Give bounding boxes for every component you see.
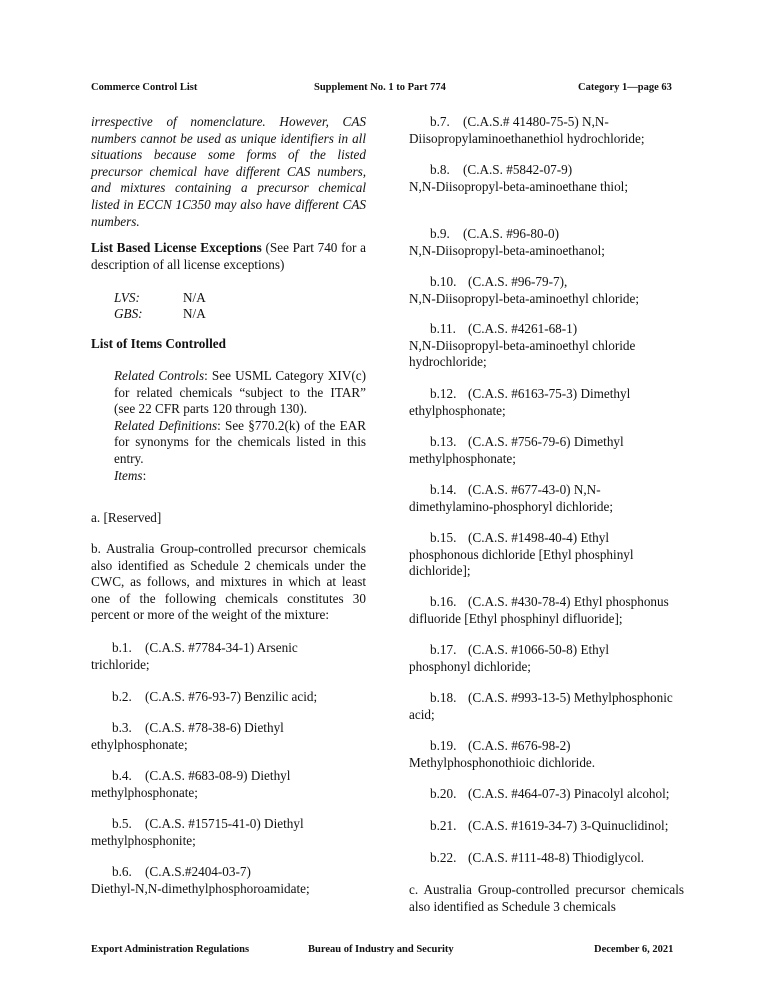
item-b12 xyxy=(409,386,684,419)
item-b14 xyxy=(409,482,684,515)
gbs-row xyxy=(114,306,389,323)
header-center: Supplement No. 1 to Part 774 xyxy=(314,82,446,93)
item-text-cont: N,N-Diisopropyl-beta-aminoethyl chloride xyxy=(409,337,636,353)
item-number: b.1. xyxy=(112,640,132,655)
item-b19 xyxy=(409,738,684,771)
item-text-cont: N,N-Diisopropyl-beta-aminoethanol; xyxy=(409,242,605,258)
item-text-cont: trichloride; xyxy=(91,656,150,672)
item-text: (C.A.S. #756-79-6) Dimethyl xyxy=(468,434,624,449)
item-text: (C.A.S. #993-13-5) Methylphosphonic xyxy=(468,690,673,705)
item-text-cont: methylphosphonate; xyxy=(409,450,516,466)
item-number: b.3. xyxy=(112,720,132,735)
item-b16 xyxy=(409,594,684,627)
item-text-cont: Methylphosphonothioic dichloride. xyxy=(409,754,596,770)
related-definitions-label: Related Definitions xyxy=(114,417,218,433)
item-number: b.2. xyxy=(112,689,132,704)
left-column xyxy=(91,114,366,914)
item-text: (C.A.S. #676-98-2) xyxy=(468,738,571,753)
header-right: Category 1—page 63 xyxy=(578,82,672,93)
item-text-cont: N,N-Diisopropyl-beta-aminoethane thiol; xyxy=(409,178,629,194)
item-text-cont: ethylphosphonate; xyxy=(91,736,188,752)
license-exceptions-heading: List Based License Exceptions xyxy=(91,240,262,255)
item-number: b.13. xyxy=(430,434,457,449)
item-text-cont: ethylphosphonate; xyxy=(409,402,506,418)
item-text: (C.A.S. #4261-68-1) xyxy=(468,321,578,336)
item-b21 xyxy=(409,818,684,835)
item-text: (C.A.S. #430-78-4) Ethyl phosphonus xyxy=(468,594,669,609)
item-text: (C.A.S. #1066-50-8) Ethyl xyxy=(468,642,610,657)
item-b7 xyxy=(409,114,684,147)
lvs-row xyxy=(114,290,389,307)
item-number: b.21. xyxy=(430,818,457,833)
header-left: Commerce Control List xyxy=(91,82,198,93)
item-c: c. Australia Group-controlled precursor chemicals also identified as Schedule 3 chemicals xyxy=(409,882,684,914)
item-text: (C.A.S. #1498-40-4) Ethyl xyxy=(468,530,610,545)
item-text: (C.A.S. #683-08-9) Diethyl xyxy=(145,768,291,783)
item-text: (C.A.S. #464-07-3) Pinacolyl alcohol; xyxy=(468,786,670,801)
item-text: (C.A.S. #7784-34-1) Arsenic xyxy=(145,640,298,655)
item-b15 xyxy=(409,530,684,580)
item-b1 xyxy=(91,640,366,673)
footer-left: Export Administration Regulations xyxy=(91,944,250,955)
license-exceptions-paragraph xyxy=(91,240,366,273)
item-number: b.12. xyxy=(430,386,457,401)
item-text-cont: methylphosphonite; xyxy=(91,832,196,848)
item-text: (C.A.S. #1619-34-7) 3-Quinuclidinol; xyxy=(468,818,669,833)
item-b22 xyxy=(409,850,684,867)
item-number: b.9. xyxy=(430,226,450,241)
item-text: (C.A.S. #6163-75-3) Dimethyl xyxy=(468,386,631,401)
item-text: (C.A.S. #78-38-6) Diethyl xyxy=(145,720,284,735)
footer-center: Bureau of Industry and Security xyxy=(308,944,454,955)
item-number: b.7. xyxy=(430,114,450,129)
item-b: b. Australia Group-controlled precursor chemicals also identified as Schedule 2 chemicals under the CWC, as follows, and mixtures in which at least one of the following chemicals constitutes 30 percent or more of the weight of the mixture: xyxy=(91,541,366,623)
item-text-cont: acid; xyxy=(409,706,435,722)
gbs-label: GBS: xyxy=(114,306,143,321)
item-b11 xyxy=(409,321,684,371)
item-text-cont: phosphonous dichloride [Ethyl phosphinyl xyxy=(409,546,634,562)
item-text-cont: Diisopropylaminoethanethiol hydrochloride; xyxy=(409,130,645,146)
item-text-cont: hydrochloride; xyxy=(409,354,487,370)
item-text-cont: dichloride]; xyxy=(409,563,471,579)
footer-right: December 6, 2021 xyxy=(594,944,674,955)
item-number: b.14. xyxy=(430,482,457,497)
item-b3 xyxy=(91,720,366,753)
item-b6 xyxy=(91,864,366,897)
item-number: b.8. xyxy=(430,162,450,177)
item-number: b.11. xyxy=(430,321,456,336)
item-text-cont: dimethylamino-phosphoryl dichloride; xyxy=(409,498,614,514)
items-colon: : xyxy=(142,467,147,483)
related-controls-paragraph xyxy=(114,368,366,484)
related-controls-text: : See USML Category XIV(c) for related chemicals “subject to the ITAR” (see 22 CFR parts 120 through 130). xyxy=(114,368,366,417)
item-text-cont: phosphonyl dichloride; xyxy=(409,658,531,674)
item-b17 xyxy=(409,642,684,675)
item-number: b.4. xyxy=(112,768,132,783)
item-text-cont: N,N-Diisopropyl-beta-aminoethyl chloride; xyxy=(409,290,639,306)
item-b10 xyxy=(409,274,684,307)
item-b5 xyxy=(91,816,366,849)
intro-paragraph: irrespective of nomenclature. However, CAS numbers cannot be used as unique identifiers in all situations because some forms of the listed precursor chemical have different CAS numbers, and mixtures containing a precursor chemical listed in ECCN 1C350 may also have different CAS numbers. xyxy=(91,114,366,229)
item-b8 xyxy=(409,162,684,195)
item-number: b.15. xyxy=(430,530,457,545)
license-exceptions-text: (See Part 740 for a description of all license exceptions) xyxy=(91,240,367,272)
item-text: (C.A.S. #15715-41-0) Diethyl xyxy=(145,816,304,831)
item-b13 xyxy=(409,434,684,467)
item-text: (C.A.S. #76-93-7) Benzilic acid; xyxy=(145,689,318,704)
item-text: (C.A.S. #677-43-0) N,N- xyxy=(468,482,601,497)
item-text: (C.A.S. #96-80-0) xyxy=(463,226,559,241)
item-number: b.19. xyxy=(430,738,457,753)
item-text: (C.A.S. #111-48-8) Thiodiglycol. xyxy=(468,850,645,865)
item-b18 xyxy=(409,690,684,723)
item-number: b.20. xyxy=(430,786,457,801)
item-text-cont: Diethyl-N,N-dimethylphosphoroamidate; xyxy=(91,880,310,896)
item-number: b.6. xyxy=(112,864,132,879)
item-number: b.5. xyxy=(112,816,132,831)
item-b20 xyxy=(409,786,684,803)
item-number: b.22. xyxy=(430,850,457,865)
item-text-cont: difluoride [Ethyl phosphinyl difluoride]; xyxy=(409,610,623,626)
lvs-value: N/A xyxy=(183,290,206,305)
gbs-value: N/A xyxy=(183,306,206,321)
item-text-cont: methylphosphonate; xyxy=(91,784,198,800)
item-number: b.18. xyxy=(430,690,457,705)
item-number: b.17. xyxy=(430,642,457,657)
item-b2 xyxy=(91,689,366,706)
lvs-label: LVS: xyxy=(114,290,140,305)
right-column xyxy=(409,114,684,934)
items-controlled-heading: List of Items Controlled xyxy=(91,336,226,351)
item-number: b.16. xyxy=(430,594,457,609)
item-text: (C.A.S.# 41480-75-5) N,N- xyxy=(463,114,609,129)
item-text: (C.A.S.#2404-03-7) xyxy=(145,864,251,879)
item-number: b.10. xyxy=(430,274,457,289)
related-controls-label: Related Controls xyxy=(114,368,205,383)
items-label: Items xyxy=(114,467,143,483)
item-b9 xyxy=(409,226,684,259)
related-definitions-text: : See §770.2(k) of the EAR for synonyms for the chemicals listed in this entry. xyxy=(114,417,366,466)
item-text: (C.A.S. #96-79-7), xyxy=(468,274,568,289)
item-a: a. [Reserved] xyxy=(91,510,162,525)
item-text: (C.A.S. #5842-07-9) xyxy=(463,162,573,177)
item-b4 xyxy=(91,768,366,801)
